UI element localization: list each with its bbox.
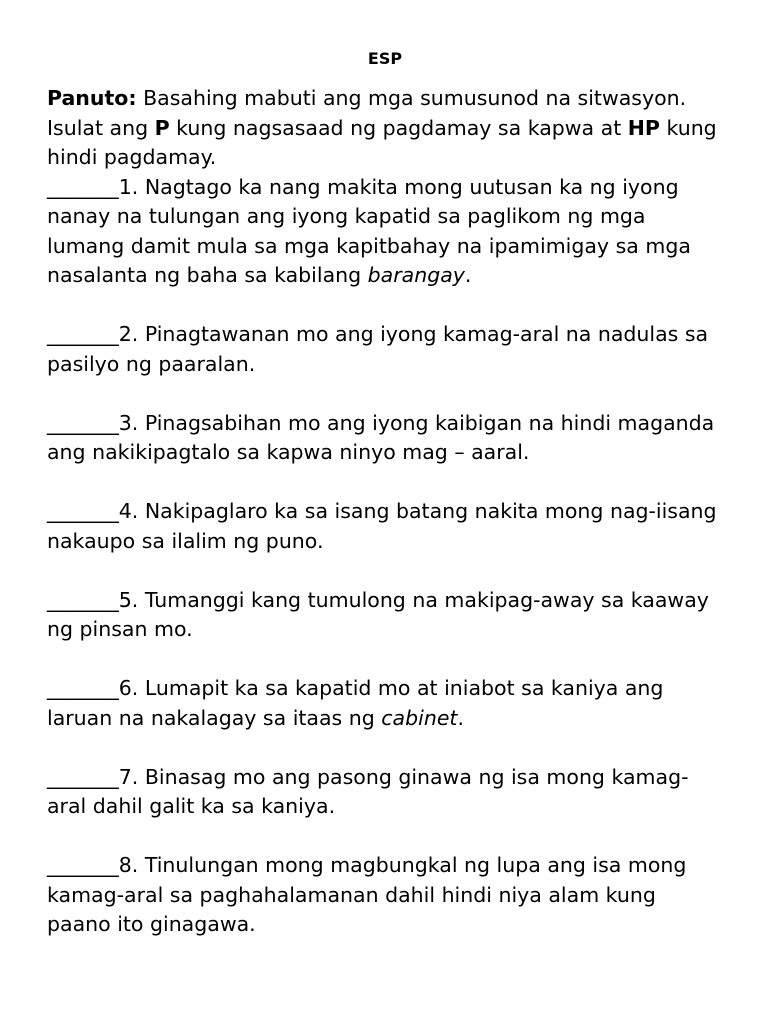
spacer xyxy=(47,291,723,321)
list-item xyxy=(47,173,723,291)
item-text: Lumapit ka sa kapatid mo at iniabot sa kaniya ang laruan na nakalagay sa itaas ng xyxy=(47,676,664,730)
instructions-label: Panuto: xyxy=(47,86,137,110)
item-number: 8. xyxy=(118,853,139,877)
item-number: 6. xyxy=(118,676,139,700)
item-text: Tinulungan mong magbungkal ng lupa ang isa mong kamag-aral sa paghahalamanan dahil hindi niya alam kung paano ito ginagawa. xyxy=(47,853,687,936)
item-text: Nakipaglaro ka sa isang batang nakita mong nag-iisang nakaupo sa ilalim ng puno. xyxy=(47,499,717,553)
list-item xyxy=(47,674,723,733)
instructions-text-3: kung hindi pagdamay. xyxy=(47,115,717,169)
hp-mark: HP xyxy=(627,115,660,140)
instructions xyxy=(47,84,723,173)
list-item xyxy=(47,851,723,940)
item-number: 4. xyxy=(118,499,139,523)
answer-blank: _______ xyxy=(47,587,119,612)
instructions-text-1: Basahing mabuti ang mga sumusunod na sitwasyon. Isulat ang xyxy=(47,86,687,140)
answer-blank: _______ xyxy=(47,676,119,700)
answer-blank: _______ xyxy=(47,322,119,346)
answer-blank: _______ xyxy=(47,499,119,523)
item-text-after: . xyxy=(464,263,472,287)
answer-blank: _______ xyxy=(47,174,119,199)
page-title: ESP xyxy=(367,49,403,68)
item-text: Nagtago ka nang makita mong uutusan ka ng iyong nanay na tulungan ang iyong kapatid sa paglikom ng mga lumang damit mula sa mga kapitbahay na ipamimigay sa mga nasalanta ng baha sa kabilang xyxy=(47,174,691,287)
spacer xyxy=(47,468,723,498)
spacer xyxy=(47,733,723,763)
instructions-text-2: kung nagsasaad ng pagdamay sa kapwa at xyxy=(169,115,628,140)
worksheet-page xyxy=(47,44,723,940)
item-text-after: . xyxy=(457,705,464,730)
spacer xyxy=(47,556,723,586)
item-number: 2. xyxy=(118,322,139,346)
list-item xyxy=(47,497,723,556)
p-mark: P xyxy=(154,115,170,140)
item-text: Tumanggi kang tumulong na makipag-away sa kaaway ng pinsan mo. xyxy=(47,587,709,641)
answer-blank: _______ xyxy=(47,764,119,789)
item-text: Pinagsabihan mo ang iyong kaibigan na hindi maganda ang nakikipagtalo sa kapwa ninyo mag – aaral. xyxy=(47,410,715,464)
item-italic: barangay xyxy=(367,263,465,287)
item-number: 1. xyxy=(118,174,139,199)
item-number: 3. xyxy=(118,410,139,435)
answer-blank: _______ xyxy=(47,410,119,435)
list-item xyxy=(47,586,723,645)
answer-blank: _______ xyxy=(47,853,119,877)
list-item xyxy=(47,763,723,822)
item-number: 5. xyxy=(118,587,139,612)
spacer xyxy=(47,822,723,852)
item-text: Binasag mo ang pasong ginawa ng isa mong kamag-aral dahil galit ka sa kaniya. xyxy=(47,764,689,818)
item-text: Pinagtawanan mo ang iyong kamag-aral na nadulas sa pasilyo ng paaralan. xyxy=(47,322,709,376)
spacer xyxy=(47,645,723,675)
item-italic: cabinet xyxy=(381,705,458,730)
list-item xyxy=(47,320,723,379)
spacer xyxy=(47,379,723,409)
item-number: 7. xyxy=(118,764,139,789)
list-item xyxy=(47,409,723,468)
